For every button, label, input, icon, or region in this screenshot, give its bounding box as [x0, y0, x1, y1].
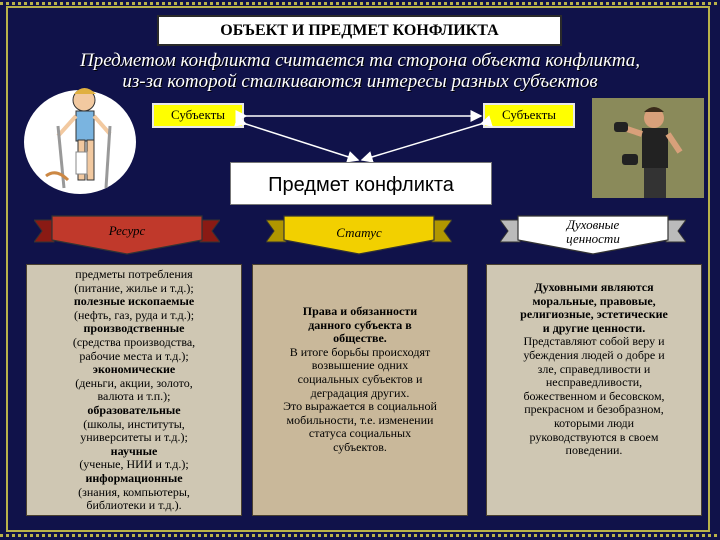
col1-line: (деньги, акции, золото, [75, 375, 193, 390]
subtitle-line-1: Предметом конфликта считается та сторона объекта конфликта, [79, 50, 641, 71]
col1-line: рабочие места и т.д.); [79, 348, 189, 363]
col3-line: убеждения людей о добре и [523, 347, 665, 362]
spiritual-values-column-text [487, 265, 701, 458]
col1-line: (питание, жилье и т.д.); [74, 280, 194, 295]
col3-line: которыми люди [553, 415, 635, 430]
subjects-left-button[interactable]: Субъекты [152, 103, 244, 128]
spiritual-values-column [486, 264, 702, 516]
col1-line: образовательные [87, 402, 181, 417]
bottom-dotted-line [0, 534, 720, 537]
col3-line: прекрасном и безобразном, [524, 402, 664, 417]
col1-line: предметы потребления [75, 267, 193, 281]
banner-status-label: Статус [336, 225, 382, 240]
col1-line: информационные [85, 470, 183, 485]
slide-title: ОБЪЕКТ И ПРЕДМЕТ КОНФЛИКТА [157, 15, 562, 46]
col3-line: и другие ценности. [542, 320, 646, 335]
col3-line: несправедливости, [545, 375, 643, 390]
col2-line: Это выражается в социальной [283, 399, 437, 414]
resource-column [26, 264, 242, 516]
banner-spiritual-values-line-1: Духовные [566, 217, 620, 232]
col2-line: социальных субъектов и [297, 371, 423, 386]
col1-line: производственные [83, 321, 185, 336]
col3-line: божественном и бесовском, [523, 388, 665, 403]
col3-line: религиозные, эстетические [520, 307, 668, 322]
col2-line: статуса социальных [308, 426, 412, 441]
status-column-text [253, 265, 467, 455]
col3-line: руководствуются в своем [529, 429, 659, 444]
col2-line: В итоге борьбы происходят [289, 344, 431, 359]
col2-line: обществе. [333, 331, 387, 346]
col1-line: библиотеки и т.д.). [86, 498, 182, 513]
status-column [252, 264, 468, 516]
col2-line: мобильности, т.е. изменении [286, 412, 434, 427]
col1-line: экономические [92, 362, 176, 377]
col1-line: (ученые, НИИ и т.д.); [79, 457, 189, 472]
col2-line: деградация других. [310, 385, 410, 400]
col2-line: Права и обязанности [302, 304, 418, 318]
banner-status [266, 212, 452, 262]
banner-spiritual-values-label [520, 218, 666, 246]
col1-line: (нефть, газ, руда и т.д.); [73, 307, 195, 322]
col1-line: (средства производства, [72, 334, 196, 349]
col2-line: субъектов. [333, 439, 387, 454]
col1-line: университеты и т.д.); [80, 430, 188, 445]
col2-line: возвышение одних [311, 358, 409, 373]
col3-line: моральные, правовые, [532, 293, 656, 308]
banner-spiritual-values-line-2: ценности [566, 231, 620, 246]
banner-resource-label: Ресурс [108, 223, 146, 238]
col3-line: Духовными являются [534, 280, 654, 294]
resource-column-text [27, 265, 241, 513]
conflict-subject-box: Предмет конфликта [230, 162, 492, 205]
banner-spiritual-values [500, 212, 686, 262]
subjects-right-button[interactable]: Субъекты [483, 103, 575, 128]
col1-line: (школы, институты, [83, 416, 185, 431]
col3-line: Представляют собой веру и [523, 334, 665, 349]
col1-line: научные [110, 443, 158, 458]
col1-line: валюта и т.п.); [97, 389, 171, 404]
col1-line: (знания, компьютеры, [78, 484, 190, 499]
col1-line: полезные ископаемые [73, 294, 195, 309]
banner-resource [34, 212, 220, 262]
col3-line: зле, справедливости и [537, 361, 651, 376]
col2-line: данного субъекта в [308, 317, 412, 332]
col3-line: поведении. [565, 443, 623, 458]
subtitle-line-2: из-за которой сталкиваются интересы разных субъектов [122, 71, 598, 92]
